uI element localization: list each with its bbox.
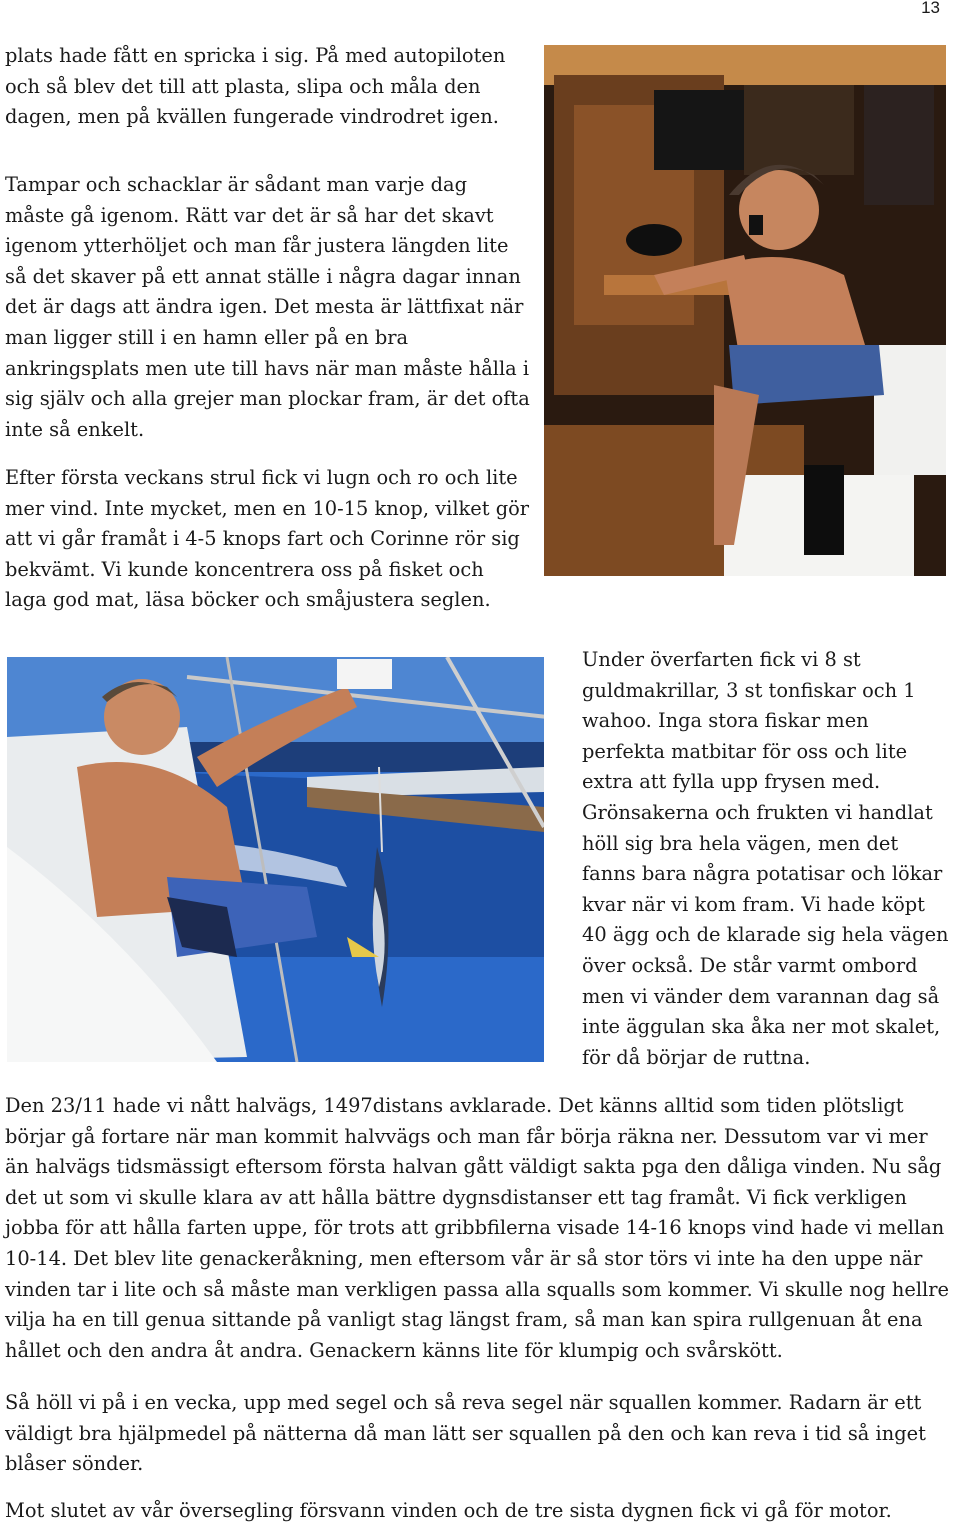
page-number: 13 bbox=[921, 0, 940, 17]
paragraph-fishing: Under överfarten fick vi 8 st guldmakrillar, 3 st tonfiskar och 1 wahoo. Inga stora fiskar men perfekta matbitar för oss och lite extra att fylla upp frysen med. Grönsakerna och frukten vi handlat höll sig bra hela vägen, men det fanns bara några potatisar och lökar kvar när vi kom fram. Vi hade köpt 40 ägg och de klarade sig hela vägen över också. De står varmt ombord men vi vänder dem varannan dag så inte äggulan ska åka ner mot skalet, för då börjar de ruttna. bbox=[582, 648, 949, 1069]
paragraph-halfway: Den 23/11 hade vi nått halvägs, 1497distans avklarade. Det känns alltid som tiden plötsligt börjar gå fortare när man kommit halvvägs och man får börja räkna ner. Dessutom var vi mer än halvägs tidsmässigt eftersom första halvan gått väldigt sakta pga den dåliga vinden. Nu såg det ut som vi skulle klara av att hålla bättre dygnsdistanser ett tag framåt. Vi fick verkligen jobba för att hålla farten uppe, för trots att gribbfilerna visade 14-16 knops vind hade vi mellan 10-14. Det blev lite genackeråkning, men eftersom vår är så stor törs vi inte ha den uppe när vinden tar i lite och så måste man verkligen passa alla squalls som kommer. Vi skulle nog hellre vilja ha en till genua sittande på vanligt stag längst fram, så man kan spira rullgenuan åt ena hållet och den andra åt andra. Genackern känns lite för klumpig och svårskött. bbox=[5, 1094, 949, 1362]
photo-cabin-radio bbox=[544, 45, 946, 576]
paragraph-radar: Så höll vi på i en vecka, upp med segel och så reva segel när squallen kommer. Radarn är ett väldigt bra hjälpmedel på nätterna då man lätt ser squallen på den och kan reva i tid så inget blåser sönder. bbox=[5, 1391, 926, 1476]
paragraph-1: plats hade fått en spricka i sig. På med autopiloten och så blev det till att plasta, slipa och måla den dagen, men på kvällen fungerade vindrodret igen. bbox=[5, 44, 506, 129]
paragraph-end: Mot slutet av vår översegling försvann vinden och de tre sista dygnen fick vi gå för motor. bbox=[5, 1499, 892, 1522]
paragraph-2: Tampar och schacklar är sådant man varje dag måste gå igenom. Rätt var det är så har det skavt igenom ytterhöljet och man får justera längden lite så det skaver på ett annat ställe i några dagar innan det är dags att ändra igen. Det mesta är lättfixat när man ligger still i en hamn eller på en bra ankringsplats men ute till havs när man måste hålla i sig själv och alla grejer man plockar fram, är det ofta inte så enkelt. bbox=[5, 173, 530, 441]
photo-tuna-catch bbox=[7, 657, 544, 1062]
paragraph-3: Efter första veckans strul fick vi lugn och ro och lite mer vind. Inte mycket, men en 10-15 knop, vilket gör att vi går framåt i 4-5 knops fart och Corinne rör sig bekvämt. Vi kunde koncentrera oss på fisket och laga god mat, läsa böcker och småjustera seglen. bbox=[5, 466, 530, 612]
